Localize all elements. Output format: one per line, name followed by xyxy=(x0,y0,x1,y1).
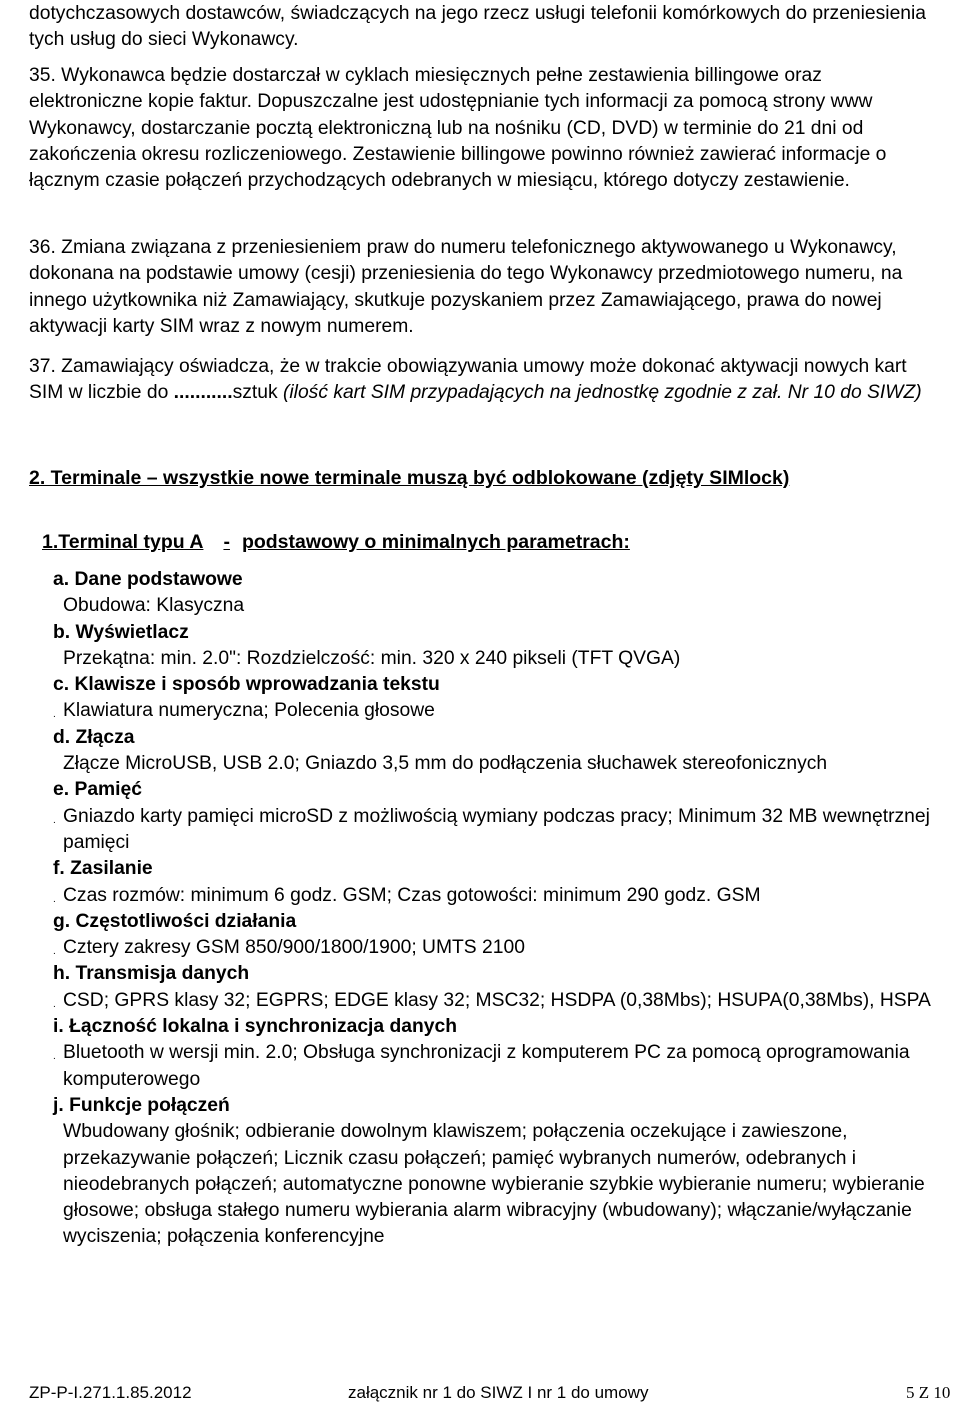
spec-body-text: Wbudowany głośnik; odbieranie dowolnym klawiszem; połączenia oczekujące i zawieszone, przekazywanie połączeń; Licznik czasu połączeń; pamięć wybranych numerów, odebranych i nieodebranych połączeń; automatyczne ponowne wybieranie szybkie wybieranie numeru; wybieranie głosowe; obsługa stałego numeru wybierania alarm wibracyjny (wbudowany); włączanie/wyłączanie wyciszenia; połączenia konferencyjne xyxy=(63,1121,925,1248)
paragraph-35: 35. Wykonawca będzie dostarczał w cyklach miesięcznych pełne zestawienia billingowe oraz elektroniczne kopie faktur. Dopuszczalne jest udostępnianie tych informacji za pomocą strony www Wykonawcy, dostarczanie pocztą elektroniczną lub na nośniku (CD, DVD) w terminie do 21 dni od zakończenia okresu rozliczeniowego. Zestawienie billingowe powinno również zawierać informacje o łącznym czasie połączeń przychodzących odebranych w miesiącu, którego dotyczy zestawienie. xyxy=(29,65,887,192)
terminal-a-description: podstawowy o minimalnych parametrach: xyxy=(241,531,630,553)
spec-body-text: Przekątna: min. 2.0": Rozdzielczość: min. 320 x 240 pikseli (TFT QVGA) xyxy=(63,647,681,669)
spec-title xyxy=(53,961,933,987)
spec-body-text: Złącze MicroUSB, USB 2.0; Gniazdo 3,5 mm do podłączenia słuchawek stereofonicznych xyxy=(63,753,828,775)
bullet-icon: . xyxy=(53,893,56,905)
spec-body xyxy=(53,646,933,672)
spec-body xyxy=(53,751,933,777)
paragraph-37 xyxy=(29,354,934,407)
spec-body-text: Klawiatura numeryczna; Polecenia głosowe xyxy=(63,700,435,722)
spec-title xyxy=(53,1014,933,1040)
spec-title xyxy=(53,620,933,646)
spec-body xyxy=(53,698,933,724)
footer-page-number: 5 Z 10 xyxy=(906,1383,951,1402)
subsection-heading-terminal-a xyxy=(42,531,630,554)
paragraph-37-dots: ........... xyxy=(173,382,233,404)
spec-title-text: Łączność lokalna i synchronizacja danych xyxy=(69,1016,457,1038)
spec-title xyxy=(53,909,933,935)
spec-title xyxy=(53,1093,933,1119)
paragraph-intro: dotychczasowych dostawców, świadczących na jego rzecz usługi telefonii komórkowych do przeniesienia tych usług do sieci Wykonawcy. xyxy=(29,3,927,51)
spec-title xyxy=(53,567,933,593)
spec-section xyxy=(53,1093,933,1251)
section-heading-terminals: 2. Terminale – wszystkie nowe terminale muszą być odblokowane (zdjęty SIMlock) xyxy=(29,467,790,489)
spec-section xyxy=(53,672,933,725)
spec-list xyxy=(53,567,933,1251)
spec-body-text: Czas rozmów: minimum 6 godz. GSM; Czas gotowości: minimum 290 godz. GSM xyxy=(63,884,761,906)
spec-body-text: Gniazdo karty pamięci microSD z możliwością wymiany podczas pracy; Minimum 32 MB wewnętrznej pamięci xyxy=(63,805,930,853)
spec-body-text: CSD; GPRS klasy 32; EGPRS; EDGE klasy 32; MSC32; HSDPA (0,38Mbs); HSUPA(0,38Mbs), HSPA xyxy=(63,989,931,1011)
spec-title-text: Transmisja danych xyxy=(75,963,250,985)
paragraph-37-note: (ilość kart SIM przypadających na jednostkę zgodnie z zał. Nr 10 do SIWZ) xyxy=(282,382,922,404)
spec-title-text: Zasilanie xyxy=(70,858,153,880)
spec-title xyxy=(53,777,933,803)
spec-letter: d. xyxy=(53,726,71,748)
terminal-a-label: 1.Terminal typu A xyxy=(42,531,204,553)
spec-section xyxy=(53,1014,933,1093)
spec-body xyxy=(53,988,933,1014)
spec-letter: c. xyxy=(53,674,70,696)
spec-body xyxy=(53,804,933,857)
bullet-icon: . xyxy=(53,1051,56,1063)
bullet-icon: . xyxy=(53,998,56,1010)
spec-title-text: Dane podstawowe xyxy=(74,569,243,590)
spec-title xyxy=(53,672,933,698)
spec-title-text: Funkcje połączeń xyxy=(69,1094,230,1116)
spec-letter: a. xyxy=(53,569,70,590)
spec-body xyxy=(53,1119,933,1250)
spec-body-text: Bluetooth w wersji min. 2.0; Obsługa synchronizacji z komputerem PC za pomocą oprogramowania komputerowego xyxy=(63,1042,910,1090)
spec-section xyxy=(53,777,933,856)
bullet-icon: . xyxy=(53,946,56,958)
spec-title xyxy=(53,856,933,882)
spec-letter: f. xyxy=(53,858,65,880)
spec-letter: g. xyxy=(53,910,71,932)
spec-title-text: Złącza xyxy=(75,726,135,748)
spec-section xyxy=(53,567,933,620)
paragraph-37-text: 37. Zamawiający oświadcza, że w trakcie obowiązywania umowy może dokonać aktywacji nowych kart SIM w liczbie do xyxy=(29,356,907,404)
spec-letter: b. xyxy=(53,621,71,643)
bullet-icon: . xyxy=(53,814,56,826)
spec-letter: j. xyxy=(53,1094,64,1116)
spec-title-text: Częstotliwości działania xyxy=(75,910,297,932)
paragraph-37-unit: sztuk xyxy=(232,382,283,404)
spec-body xyxy=(53,1040,933,1093)
spec-title xyxy=(53,725,933,751)
spec-letter: e. xyxy=(53,779,70,801)
spec-letter: i. xyxy=(53,1016,64,1038)
spec-section xyxy=(53,961,933,1014)
spec-title-text: Wyświetlacz xyxy=(75,621,189,643)
spec-section xyxy=(53,725,933,778)
spec-section xyxy=(53,856,933,909)
terminal-a-dash: - xyxy=(223,531,230,553)
footer-attachment: załącznik nr 1 do SIWZ I nr 1 do umowy xyxy=(348,1383,649,1402)
spec-title-text: Klawisze i sposób wprowadzania tekstu xyxy=(74,674,440,696)
spec-section xyxy=(53,909,933,962)
bullet-icon: . xyxy=(53,709,56,721)
footer-reference: ZP-P-I.271.1.85.2012 xyxy=(29,1383,192,1402)
spec-body-text: Cztery zakresy GSM 850/900/1800/1900; UMTS 2100 xyxy=(63,937,525,959)
spec-body xyxy=(53,593,933,619)
spec-body-text: Obudowa: Klasyczna xyxy=(63,595,245,617)
spec-body xyxy=(53,883,933,909)
spec-title-text: Pamięć xyxy=(74,779,142,801)
spec-section xyxy=(53,620,933,673)
spec-letter: h. xyxy=(53,963,71,985)
paragraph-36: 36. Zmiana związana z przeniesieniem praw do numeru telefonicznego aktywowanego u Wykonawcy, dokonana na podstawie umowy (cesji) przeniesienia do tego Wykonawcy przedmiotowego numeru, na innego użytkownika niż Zamawiający, skutkuje pozyskaniem przez Zamawiającego, prawa do nowej aktywacji karty SIM wraz z nowym numerem. xyxy=(29,237,903,337)
spec-body xyxy=(53,935,933,961)
